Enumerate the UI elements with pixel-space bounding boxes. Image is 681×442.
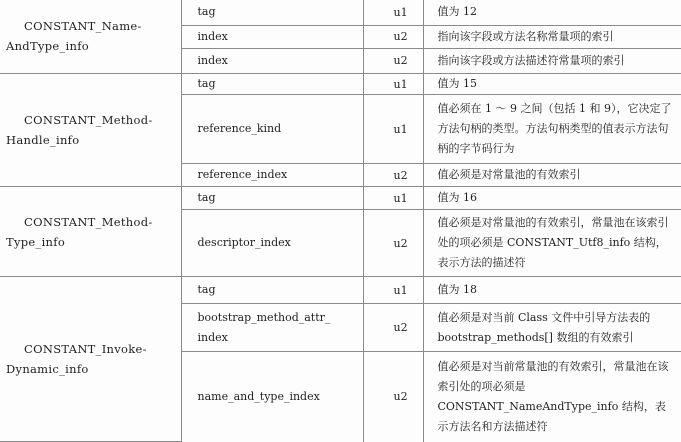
item-desc: 值为 15	[423, 73, 681, 95]
constant-name-line1: CONSTANT_Invoke-	[24, 342, 147, 357]
item-type: u2	[363, 25, 423, 48]
constant-name-line2: Dynamic_info	[6, 362, 89, 377]
item-type: u2	[363, 164, 423, 187]
item-type: u1	[363, 0, 423, 25]
constant-name-line1: CONSTANT_Method-	[24, 112, 153, 127]
item-desc: 值必须是对常量池的有效索引	[423, 164, 681, 187]
item-name: name_and_type_index	[181, 352, 363, 442]
constant-name-line2: AndType_info	[6, 39, 90, 54]
item-type: u2	[363, 210, 423, 277]
item-name-line2: index	[197, 330, 228, 344]
item-type: u2	[363, 48, 423, 73]
item-type: u1	[363, 277, 423, 304]
constant-name-line2: Handle_info	[6, 132, 80, 147]
item-name: descriptor_index	[181, 210, 363, 277]
item-type: u2	[363, 352, 423, 442]
item-name: reference_index	[181, 164, 363, 187]
item-desc: 值必须是对当前常量池的有效索引，常量池在该索引处的项必须是 CONSTANT_NameAndType_info 结构，表示方法名和方法描述符	[423, 352, 681, 442]
item-type: u1	[363, 187, 423, 210]
item-name: tag	[181, 73, 363, 95]
item-name: index	[181, 48, 363, 73]
item-type: u1	[363, 73, 423, 95]
item-desc: 值为 16	[423, 187, 681, 210]
item-type: u2	[363, 304, 423, 352]
item-name: reference_kind	[181, 95, 363, 164]
item-desc: 值为 12	[423, 0, 681, 25]
constant-name-line1: CONSTANT_Name-	[24, 19, 142, 34]
item-name: tag	[181, 187, 363, 210]
table-row	[0, 73, 681, 95]
table-row	[0, 0, 681, 25]
item-desc: 指向该字段或方法名称常量项的索引	[423, 25, 681, 48]
constant-name-line2: Type_info	[6, 234, 66, 249]
item-name: index	[181, 25, 363, 48]
item-name: tag	[181, 277, 363, 304]
item-desc: 值必须是对当前 Class 文件中引导方法表的 bootstrap_methods[] 数组的有效索引	[423, 304, 681, 352]
table-row	[0, 187, 681, 210]
constant-name-cell	[0, 73, 181, 187]
item-name	[181, 304, 363, 352]
item-desc: 值必须在 1 ～ 9 之间（包括 1 和 9），它决定了方法句柄的类型。方法句柄类型的值表示方法句柄的字节码行为	[423, 95, 681, 164]
constant-name-cell	[0, 277, 181, 442]
constant-name-cell	[0, 187, 181, 277]
item-type: u1	[363, 95, 423, 164]
table-row	[0, 277, 681, 304]
item-desc: 值必须是对常量池的有效索引，常量池在该索引处的项必须是 CONSTANT_Utf8_info 结构，表示方法的描述符	[423, 210, 681, 277]
constant-name-line1: CONSTANT_Method-	[24, 214, 153, 229]
item-desc: 指向该字段或方法描述符常量项的索引	[423, 48, 681, 73]
item-name-line1: bootstrap_method_attr_	[197, 310, 331, 324]
item-desc: 值为 18	[423, 277, 681, 304]
item-name: tag	[181, 0, 363, 25]
constant-name-cell	[0, 0, 181, 73]
